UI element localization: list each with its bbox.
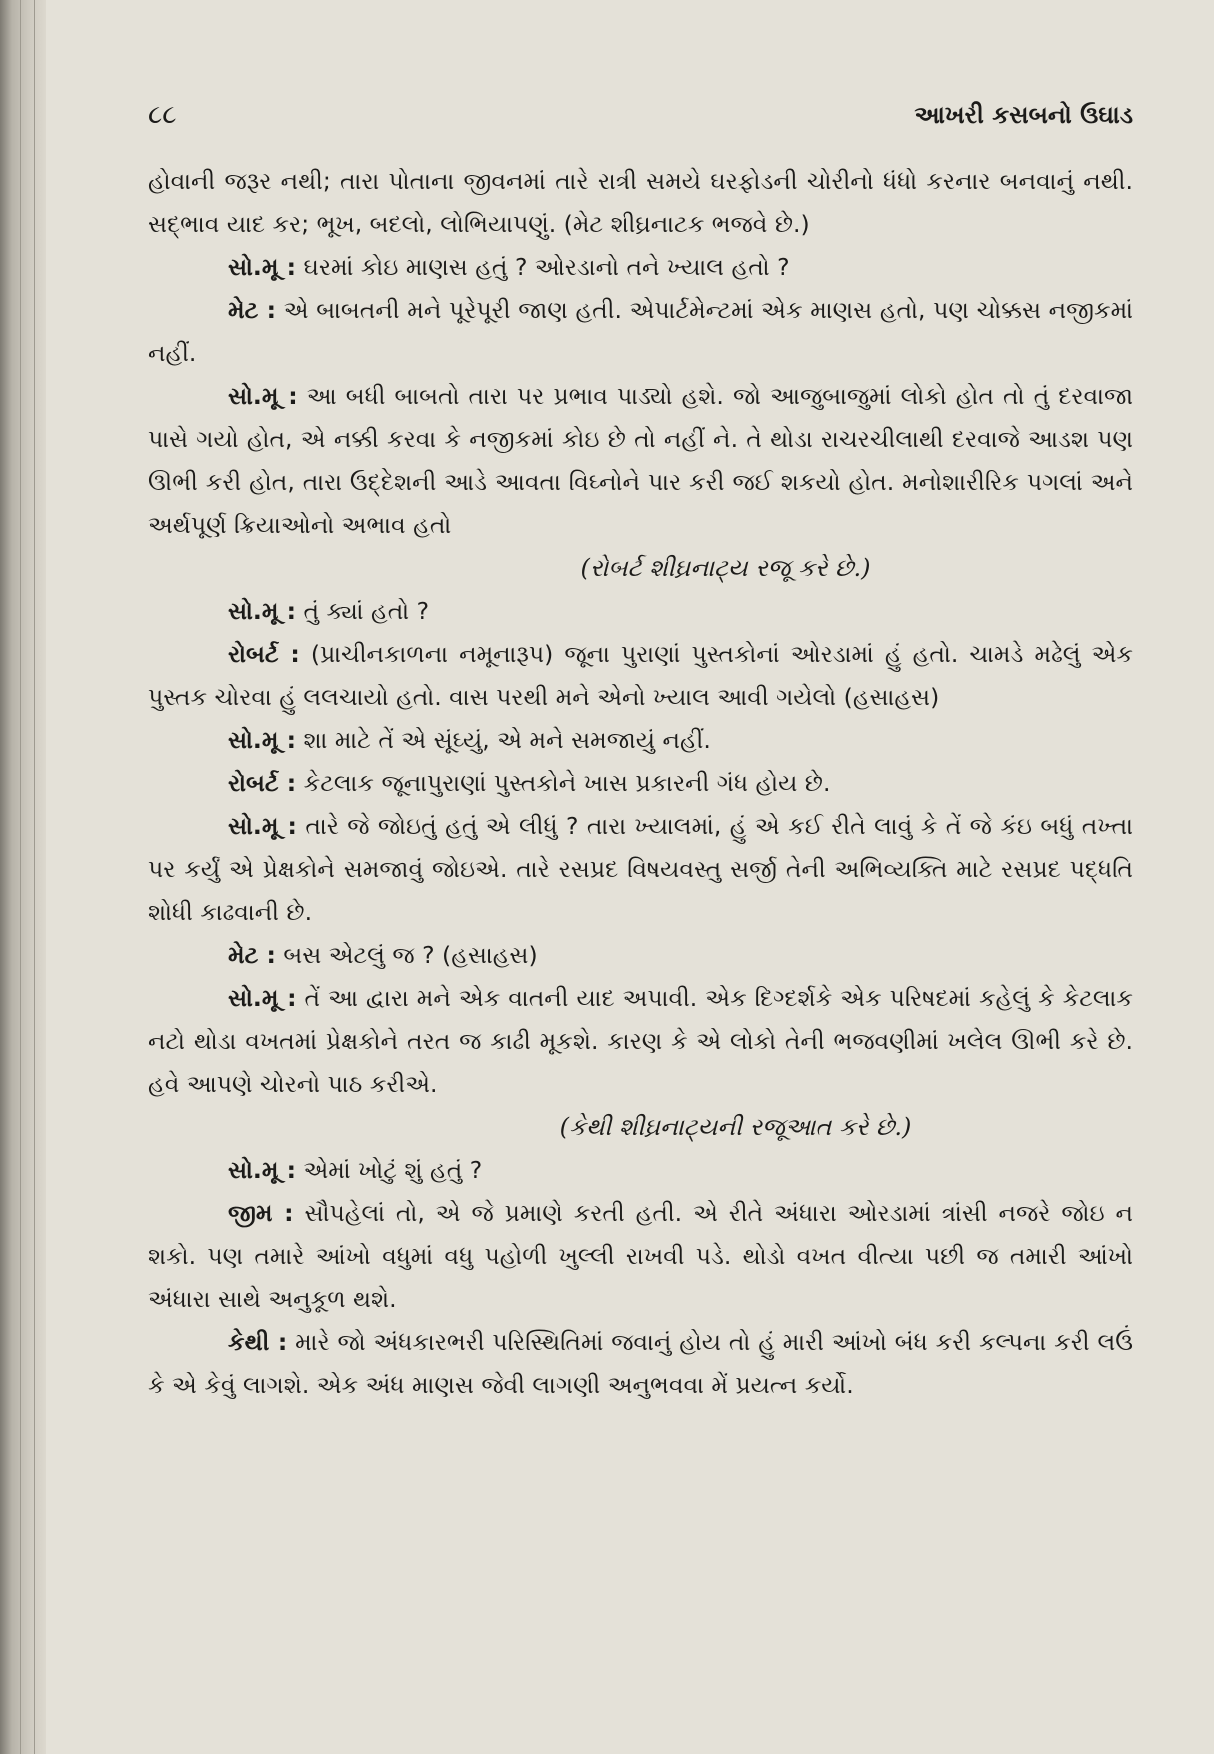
paragraph-text: મારે જો અંધકારભરી પરિસ્થિતિમાં જવાનું હોય તો હું મારી આંખો બંધ કરી કલ્પના કરી લઉં કે એ કેવું લાગશે. એક અંધ માણસ જેવી લાગણી અનુભવવા મેં પ્રયત્ન કર્યો. — [148, 1328, 1133, 1399]
page-body-text — [148, 160, 1133, 1407]
paragraph-text: આ બધી બાબતો તારા પર પ્રભાવ પાડ્યો હશે. જો આજુબાજુમાં લોકો હોત તો તું દરવાજા પાસે ગયો હોત, એ નક્કી કરવા કે નજીકમાં કોઇ છે તો નહીં ને. તે થોડા રાચરચીલાથી દરવાજે આડશ પણ ઊભી કરી હોત, તારા ઉદ્દેશની આડે આવતા વિઘ્નોને પાર કરી જઈ શકયો હોત. મનોશારીરિક પગલાં અને અર્થપૂર્ણ ક્રિયાઓનો અભાવ હતો — [148, 382, 1133, 539]
speaker-name: સો.મૂ : — [228, 382, 298, 410]
dialogue-paragraph — [148, 719, 1133, 762]
paragraph-text: તારે જે જોઇતું હતું એ લીધું ? તારા ખ્યાલમાં, હું એ કઈ રીતે લાવું કે તેં જે કંઇ બધું તખ્તા પર કર્યું એ પ્રેક્ષકોને સમજાવું જોઇએ. તારે રસપ્રદ વિષયવસ્તુ સર્જી તેની અભિવ્યક્તિ માટે રસપ્રદ પદ્ધતિ શોધી કાઢવાની છે. — [148, 812, 1133, 926]
dialogue-paragraph — [148, 1321, 1133, 1407]
dialogue-paragraph — [148, 633, 1133, 719]
running-title: આખરી કસબનો ઉઘાડ — [914, 100, 1133, 129]
dialogue-paragraph — [148, 1149, 1133, 1192]
speaker-name: મેટ : — [228, 296, 277, 324]
page-header — [148, 100, 1133, 144]
paragraph-text: (પ્રાચીનકાળના નમૂનારૂપ) જૂના પુરાણાં પુસ્તકોનાં ઓરડામાં હું હતો. ચામડે મઢેલું એક પુસ્તક ચોરવા હું લલચાયો હતો. વાસ પરથી મને એનો ખ્યાલ આવી ગયેલો (હસાહસ) — [148, 640, 1133, 711]
speaker-name: રોબર્ટ : — [228, 769, 297, 797]
dialogue-paragraph — [148, 289, 1133, 375]
speaker-name: જીમ : — [228, 1199, 294, 1227]
dialogue-paragraph — [148, 805, 1133, 934]
speaker-name: સો.મૂ : — [228, 597, 297, 625]
dialogue-paragraph — [148, 590, 1133, 633]
paragraph-text: બસ એટલું જ ? (હસાહસ) — [275, 941, 538, 969]
paragraph-text: તું ક્યાં હતો ? — [296, 597, 430, 625]
speaker-name: મેટ : — [228, 941, 276, 969]
dialogue-paragraph — [148, 934, 1133, 977]
speaker-name: સો.મૂ : — [228, 253, 297, 281]
speaker-name: કેથી : — [228, 1328, 288, 1356]
paragraph-text: સૌપહેલાં તો, એ જે પ્રમાણે કરતી હતી. એ રીતે અંધારા ઓરડામાં ત્રાંસી નજરે જોઇ ન શકો. પણ તમારે આંખો વધુમાં વધુ પહોળી ખુલ્લી રાખવી પડે. થોડો વખત વીત્યા પછી જ તમારી આંખો અંધારા સાથે અનુકૂળ થશે. — [148, 1199, 1133, 1313]
dialogue-paragraph — [148, 1192, 1133, 1321]
dialogue-paragraph — [148, 977, 1133, 1106]
paragraph-text: શા માટે તેં એ સૂંઘ્યું, એ મને સમજાયું નહીં. — [296, 726, 711, 754]
stage-direction: (રોબર્ટ શીઘ્રનાટ્ય રજૂ કરે છે.) — [580, 554, 871, 582]
text-paragraph — [148, 160, 1133, 246]
dialogue-paragraph — [148, 246, 1133, 289]
paragraph-text: એ બાબતની મને પૂરેપૂરી જાણ હતી. એપાર્ટમેન્ટમાં એક માણસ હતો, પણ ચોક્કસ નજીકમાં નહીં. — [148, 296, 1133, 367]
page-number: ૮૮ — [148, 100, 177, 130]
speaker-name: સો.મૂ : — [228, 726, 297, 754]
stage-direction: (કેથી શીઘ્રનાટ્યની રજૂઆત કરે છે.) — [559, 1113, 912, 1141]
dialogue-paragraph — [148, 762, 1133, 805]
speaker-name: સો.મૂ : — [228, 812, 297, 840]
paragraph-text: એમાં ખોટું શું હતું ? — [296, 1156, 483, 1184]
book-page-edges — [0, 0, 46, 1754]
paragraph-text: ઘરમાં કોઇ માણસ હતું ? ઓરડાનો તને ખ્યાલ હતો ? — [296, 253, 790, 281]
paragraph-text: તેં આ દ્વારા મને એક વાતની યાદ અપાવી. એક દિગ્દર્શકે એક પરિષદમાં કહેલું કે કેટલાક નટો થોડા વખતમાં પ્રેક્ષકોને તરત જ કાઢી મૂકશે. કારણ કે એ લોકો તેની ભજવણીમાં ખલેલ ઊભી કરે છે. હવે આપણે ચોરનો પાઠ કરીએ. — [148, 984, 1133, 1098]
speaker-name: સો.મૂ : — [228, 984, 297, 1012]
dialogue-paragraph — [148, 375, 1133, 547]
speaker-name: સો.મૂ : — [228, 1156, 297, 1184]
paragraph-text: હોવાની જરૂર નથી; તારા પોતાના જીવનમાં તારે રાત્રી સમયે ઘરફોડની ચોરીનો ધંધો કરનાર બનવાનું નથી. સદ્ભાવ યાદ કર; ભૂખ, બદલો, લોભિયાપણું. (મેટ શીઘ્રનાટક ભજવે છે.) — [148, 167, 1133, 238]
speaker-name: રોબર્ટ : — [228, 640, 300, 668]
paragraph-text: કેટલાક જૂનાપુરાણાં પુસ્તકોને ખાસ પ્રકારની ગંધ હોય છે. — [296, 769, 831, 797]
